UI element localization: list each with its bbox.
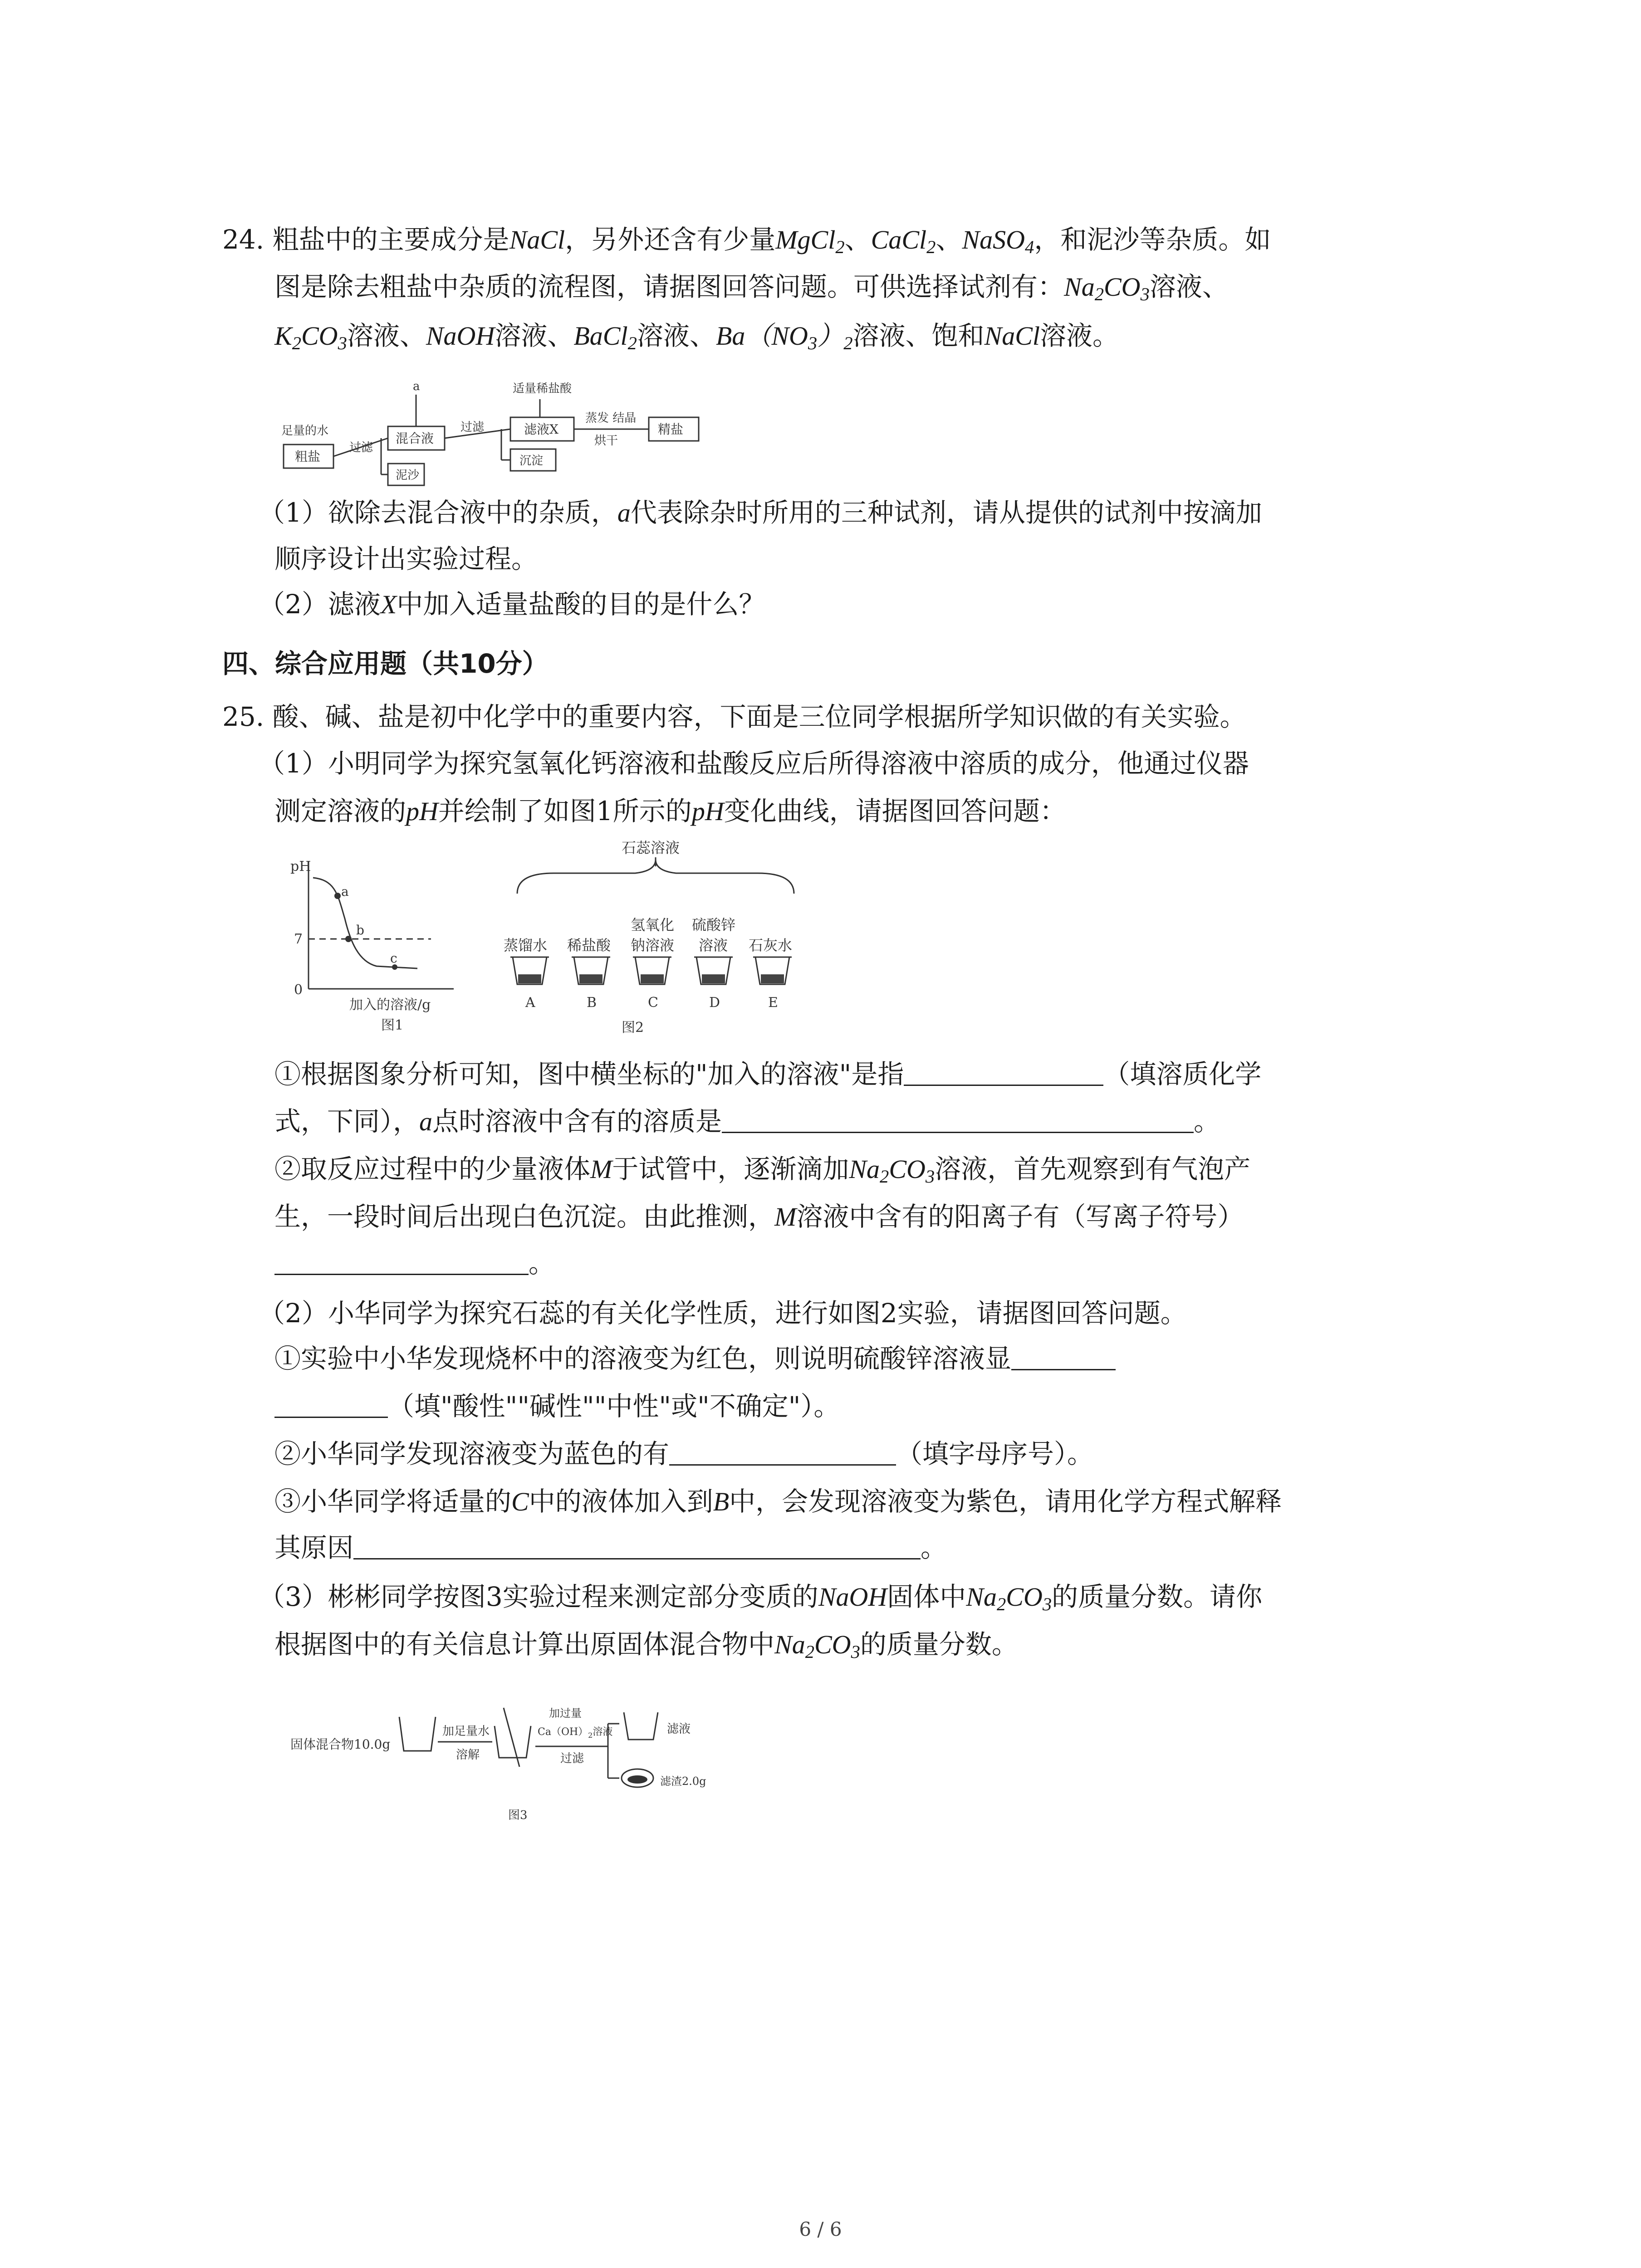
fig3-add: 加过量 xyxy=(549,1707,582,1720)
label-precip: 沉淀 xyxy=(519,454,544,468)
fig3-dissolve: 溶解 xyxy=(456,1748,480,1762)
q24-line-3: $K_2CO_3$溶液、NaOH溶液、BaCl$_2$溶液、$Ba(NO_3)_2$溶液、饱和NaCl溶液。 xyxy=(274,320,1119,354)
fig2-label-D1: 硫酸锌 xyxy=(692,916,736,934)
fig1-ylabel: pH xyxy=(290,859,311,875)
q25-s3-l2: 根据图中的有关信息计算出原固体混合物中$Na_2CO_3$的质量分数。 xyxy=(274,1629,1018,1662)
flow-chart xyxy=(277,376,708,496)
formula-bacl2: BaCl$_2$ xyxy=(573,321,637,354)
fig2-letter-A: A xyxy=(525,995,535,1011)
q25-s3: （3）彬彬同学按图3实验过程来测定部分变质的NaOH固体中$Na_2CO_3$的质量分数。请你 xyxy=(259,1581,1263,1615)
figure-2-litmus xyxy=(499,839,812,1045)
q25-j3-l2: 其原因 。 xyxy=(274,1532,947,1563)
formula-mgcl2: MgCl$_2$ xyxy=(775,225,845,258)
fig2-letter-C: C xyxy=(648,995,658,1011)
fig2-litmus-label: 石蕊溶液 xyxy=(622,839,680,856)
label-mud: 泥沙 xyxy=(396,469,420,482)
fig1-caption: 图1 xyxy=(381,1017,404,1033)
fig2-letter-D: D xyxy=(709,995,720,1011)
label-fine: 精盐 xyxy=(658,422,684,437)
label-filter1: 过滤 xyxy=(349,441,373,455)
fig1-tick-0: 0 xyxy=(294,982,303,998)
page-number: 6 / 6 xyxy=(799,2218,842,2240)
fig1-point-b: b xyxy=(356,923,364,938)
q25-i2-l2: 生，一段时间后出现白色沉淀。由此推测，M溶液中含有的阳离子有（写离子符号） xyxy=(274,1201,1244,1232)
answer-blank[interactable] xyxy=(1011,1343,1116,1370)
figure-3-procedure xyxy=(290,1699,753,1828)
label-water: 足量的水 xyxy=(281,424,329,438)
formula-na2co3: $Na_2CO_3$ xyxy=(1064,272,1150,305)
answer-blank[interactable] xyxy=(904,1058,1103,1086)
section-title: 四、综合应用题（共10分） xyxy=(222,648,549,679)
label-mixture: 混合液 xyxy=(396,431,434,446)
figure-1-ph-curve xyxy=(281,853,472,1045)
answer-blank[interactable] xyxy=(669,1438,896,1466)
fig2-label-D2: 溶液 xyxy=(699,937,728,954)
q25-j1: ①实验中小华发现烧杯中的溶液变为红色，则说明硫酸锌溶液显 xyxy=(274,1340,1116,1377)
fig2-label-A: 蒸馏水 xyxy=(504,937,548,954)
q25-i2-l3: 。 xyxy=(274,1245,555,1281)
label-crude: 粗盐 xyxy=(295,449,321,464)
q24-text: 24. 粗盐中的主要成分是 xyxy=(222,224,509,255)
q25-j3: ③小华同学将适量的C中的液体加入到B中，会发现溶液变为紫色，请用化学方程式解释 xyxy=(274,1486,1282,1517)
label-acid: 适量稀盐酸 xyxy=(513,382,572,396)
fig3-filter: 过滤 xyxy=(560,1752,584,1765)
label-filtrate: 滤液X xyxy=(524,422,558,437)
answer-blank[interactable] xyxy=(274,1247,529,1275)
q24-p1: （1）欲除去混合液中的杂质，a代表除杂时所用的三种试剂，请从提供的试剂中按滴加 xyxy=(259,497,1262,528)
formula-ba-no3-2: $Ba(NO_3)_2$ xyxy=(715,321,853,354)
fig1-point-a: a xyxy=(341,884,349,899)
q24-text: ，另外还含有少量 xyxy=(565,224,776,255)
fig3-residue: 滤渣2.0g xyxy=(660,1775,706,1788)
formula-nacl: NaCl xyxy=(509,225,565,254)
q24-text: ，和泥沙等杂质。如 xyxy=(1034,224,1271,255)
q25-s1-l2: 测定溶液的pH并绘制了如图1所示的pH变化曲线，请据图回答问题： xyxy=(274,796,1066,826)
formula-naso4: NaSO$_4$ xyxy=(962,225,1034,258)
q25-s1-l1: （1）小明同学为探究氢氧化钙溶液和盐酸反应后所得溶液中溶质的成分，他通过仪器 xyxy=(259,748,1249,779)
formula-naoh: NaOH xyxy=(426,321,495,351)
fig3-filtrate: 滤液 xyxy=(667,1722,691,1736)
fig2-label-E: 石灰水 xyxy=(749,937,793,954)
label-a: a xyxy=(413,380,420,393)
q25-i1: ①根据图象分析可知，图中横坐标的"加入的溶液"是指 （填溶质化学 xyxy=(274,1059,1262,1090)
fig2-label-B: 稀盐酸 xyxy=(567,937,611,954)
q24-p2: （2）滤液X中加入适量盐酸的目的是什么？ xyxy=(259,589,765,620)
fig2-caption: 图2 xyxy=(622,1020,644,1036)
q25-intro: 25. 酸、碱、盐是初中化学中的重要内容，下面是三位同学根据所学知识做的有关实验。 xyxy=(222,701,1246,732)
label-filter2: 过滤 xyxy=(460,420,485,434)
answer-blank[interactable] xyxy=(722,1105,1194,1133)
fig1-point-c: c xyxy=(390,951,397,966)
fig1-tick-7: 7 xyxy=(294,931,303,947)
q25-i1-l2: 式，下同），a点时溶液中含有的溶质是 。 xyxy=(274,1106,1220,1137)
fig3-solid: 固体混合物10.0g xyxy=(290,1737,391,1752)
fig2-letter-E: E xyxy=(768,995,778,1011)
fig3-reagent: $Ca(OH)_2$溶液 xyxy=(538,1726,613,1740)
q25-j1-l2: （填"酸性""碱性""中性"或"不确定"）。 xyxy=(274,1388,840,1424)
fig2-label-C1: 氢氧化 xyxy=(631,916,675,934)
label-dry: 烘干 xyxy=(594,434,618,448)
fig1-xlabel: 加入的溶液/g xyxy=(349,997,431,1013)
answer-blank[interactable] xyxy=(274,1390,388,1418)
q25-s2: （2）小华同学为探究石蕊的有关化学性质，进行如图2实验，请据图回答问题。 xyxy=(259,1298,1187,1329)
fig3-caption: 图3 xyxy=(508,1809,528,1822)
q24-line-2: 图是除去粗盐中杂质的流程图，请据图回答问题。可供选择试剂有：$Na_2CO_3$溶液、 xyxy=(274,271,1229,305)
label-evap: 蒸发 结晶 xyxy=(585,411,637,425)
answer-blank[interactable] xyxy=(353,1532,921,1559)
fig2-label-C2: 钠溶液 xyxy=(631,937,675,954)
q25-j2: ②小华同学发现溶液变为蓝色的有 （填字母序号）。 xyxy=(274,1438,1094,1469)
q24-line-1: 24. 粗盐中的主要成分是NaCl，另外还含有少量MgCl$_2$、CaCl$_2$、NaSO$_4$，和泥沙等杂质。如 xyxy=(222,224,1271,258)
q25-i2: ②取反应过程中的少量液体M于试管中，逐渐滴加$Na_2CO_3$溶液，首先观察到有气泡产 xyxy=(274,1154,1251,1187)
formula-cacl2: CaCl$_2$ xyxy=(871,225,936,258)
fig3-water: 加足量水 xyxy=(442,1725,490,1738)
formula-k2co3: $K_2CO_3$ xyxy=(274,321,347,354)
q24-p1-l2: 顺序设计出实验过程。 xyxy=(274,543,538,574)
fig2-letter-B: B xyxy=(587,995,597,1011)
